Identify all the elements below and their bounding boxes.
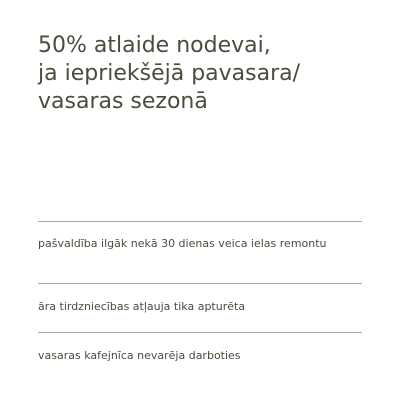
condition-item: vasaras kafejnīca nevarēja darboties: [38, 332, 362, 381]
condition-item: āra tirdzniecības atļauja tika apturēta: [38, 283, 362, 332]
headline-line-2: ja iepriekšējā pavasara/: [38, 61, 301, 86]
condition-item: pašvaldība ilgāk nekā 30 dienas veica ielas remontu: [38, 221, 362, 283]
headline-line-1: 50% atlaide nodevai,: [38, 33, 271, 58]
headline-line-3: vasaras sezonā: [38, 89, 208, 114]
conditions-list: [38, 221, 362, 381]
headline: [38, 32, 368, 116]
